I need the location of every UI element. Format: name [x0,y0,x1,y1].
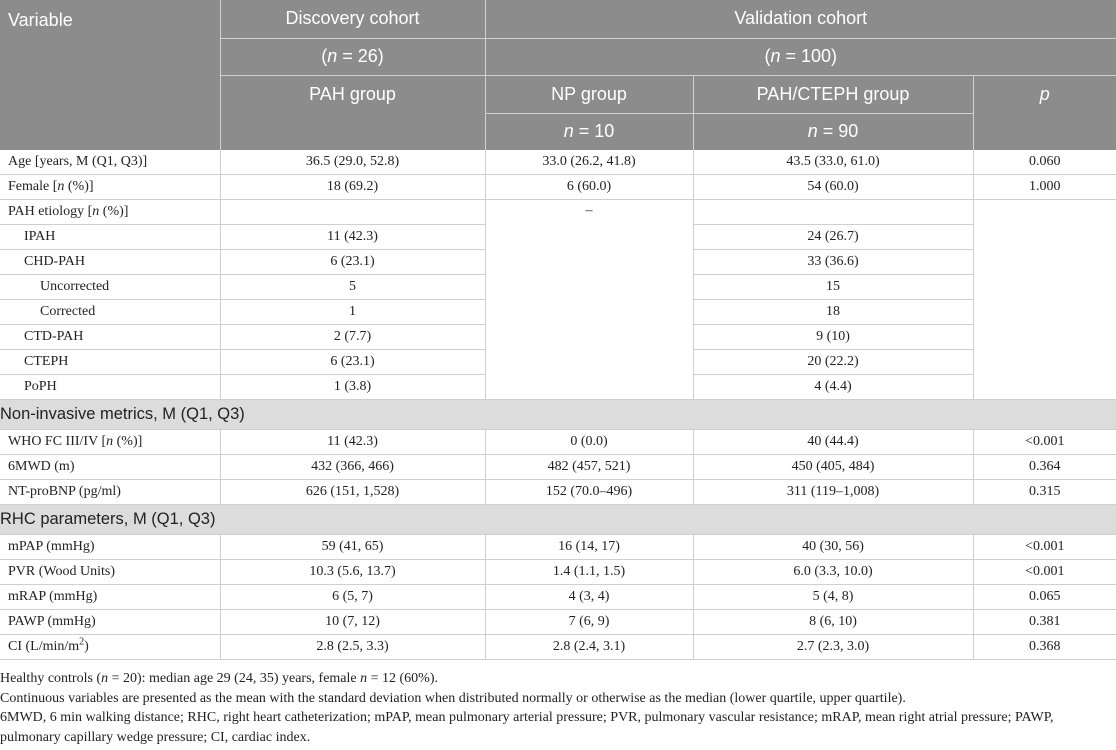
discovery-value: 11 (42.3) [220,430,485,455]
pah-cteph-value: 450 (405, 484) [693,455,973,480]
pah-cteph-value: 20 (22.2) [693,350,973,375]
pah-cteph-value: 43.5 (33.0, 61.0) [693,150,973,175]
np-value: 152 (70.0–496) [485,480,693,505]
row-label: 6MWD (m) [0,455,220,480]
n-symbol: n [563,121,574,142]
header-variable: Variable [0,0,220,113]
table-row [0,480,1116,505]
discovery-value: 5 [220,275,485,300]
pah-cteph-value: 4 (4.4) [693,375,973,400]
header-np-n [485,113,693,150]
discovery-value: 59 (41, 65) [220,535,485,560]
discovery-value: 36.5 (29.0, 52.8) [220,150,485,175]
p-value: 0.060 [973,150,1116,175]
p-value: 0.368 [973,635,1116,660]
p-value: <0.001 [973,430,1116,455]
header-validation-n: (n = 100) [485,38,1116,75]
np-value: 7 (6, 9) [485,610,693,635]
header-pah-cteph-group: PAH/CTEPH group [693,75,973,113]
row-label: CHD-PAH [0,250,220,275]
table-row [0,455,1116,480]
header-discovery-cohort: Discovery cohort [220,0,485,38]
p-value: 0.381 [973,610,1116,635]
pah-cteph-value: 311 (119–1,008) [693,480,973,505]
discovery-value: 6 (23.1) [220,350,485,375]
header-discovery-n: (n = 26) [220,38,485,75]
p-symbol: p [1039,83,1050,104]
header-pah-cteph-n [693,113,973,150]
np-value: 0 (0.0) [485,430,693,455]
p-value: <0.001 [973,535,1116,560]
row-label: Female [n (%)] [0,175,220,200]
pah-cteph-value: 8 (6, 10) [693,610,973,635]
pah-cteph-value: 40 (30, 56) [693,535,973,560]
table-row [0,430,1116,455]
row-label: IPAH [0,225,220,250]
footnote-healthy-controls: Healthy controls (n = 20): median age 29 (24, 35) years, female n = 12 (60%). [0,671,439,686]
discovery-value: 1 [220,300,485,325]
validation-n-value: = 100 [780,46,832,66]
row-label: PAWP (mmHg) [0,610,220,635]
row-label: mRAP (mmHg) [0,585,220,610]
discovery-n-value: = 26 [337,46,378,66]
pah-cteph-value: 15 [693,275,973,300]
discovery-value: 11 (42.3) [220,225,485,250]
footnote-continuous-variables: Continuous variables are presented as the mean with the standard deviation when distributed normally or otherwise as the median (lower quartile, upper quartile). [0,690,906,706]
n-symbol: n [807,121,818,142]
np-value: 4 (3, 4) [485,585,693,610]
section-header [0,400,1116,430]
row-label: Corrected [0,300,220,325]
table-row [0,535,1116,560]
np-value: 6 (60.0) [485,175,693,200]
pah-cteph-n-value: = 90 [817,121,859,142]
discovery-value: 6 (5, 7) [220,585,485,610]
footnote-abbreviations: 6MWD, 6 min walking distance; RHC, right heart catheterization; mPAP, mean pulmonary arterial pressure; PVR, pulmonary vascular resistance; mRAP, mean right atrial pressure; PAWP, pulmonary capillary wedge pressure; CI, cardiac index. [0,710,1054,745]
pah-cteph-value: 33 (36.6) [693,250,973,275]
row-label: CTEPH [0,350,220,375]
np-value: 16 (14, 17) [485,535,693,560]
discovery-value: 432 (366, 466) [220,455,485,480]
pah-cteph-value [693,200,973,225]
pah-cteph-value: 5 (4, 8) [693,585,973,610]
table-row [0,635,1116,660]
pah-cteph-value: 2.7 (2.3, 3.0) [693,635,973,660]
pah-cteph-value: 18 [693,300,973,325]
p-value [973,200,1116,400]
table-row [0,585,1116,610]
header-variable-fill [0,113,220,150]
np-value: 1.4 (1.1, 1.5) [485,560,693,585]
p-value: 0.315 [973,480,1116,505]
n-symbol: n [327,46,338,66]
row-label: PoPH [0,375,220,400]
row-label: Uncorrected [0,275,220,300]
np-value: 33.0 (26.2, 41.8) [485,150,693,175]
discovery-value: 6 (23.1) [220,250,485,275]
p-value: 0.065 [973,585,1116,610]
np-n-value: = 10 [573,121,615,142]
p-value: 1.000 [973,175,1116,200]
table-row [0,175,1116,200]
np-value: 482 (457, 521) [485,455,693,480]
row-label: Age [years, M (Q1, Q3)] [0,150,220,175]
section-title-noninvasive: Non-invasive metrics, M (Q1, Q3) [0,400,1116,430]
table-footnotes [0,669,1116,747]
row-label: NT-proBNP (pg/ml) [0,480,220,505]
row-label: WHO FC III/IV [n (%)] [0,430,220,455]
pah-cteph-value: 40 (44.4) [693,430,973,455]
discovery-value: 2 (7.7) [220,325,485,350]
row-label: mPAP (mmHg) [0,535,220,560]
pah-cteph-value: 6.0 (3.3, 10.0) [693,560,973,585]
discovery-value: 1 (3.8) [220,375,485,400]
row-label: PAH etiology [n (%)] [0,200,220,225]
header-np-group: NP group [485,75,693,113]
pah-cteph-value: 54 (60.0) [693,175,973,200]
np-etiology-dash: – [485,200,693,400]
discovery-value: 10 (7, 12) [220,610,485,635]
pah-cteph-value: 24 (26.7) [693,225,973,250]
discovery-value [220,200,485,225]
pah-cteph-value: 9 (10) [693,325,973,350]
p-value: <0.001 [973,560,1116,585]
table-row [0,150,1116,175]
discovery-value: 2.8 (2.5, 3.3) [220,635,485,660]
table-row [0,200,1116,225]
row-label: CI $(L/\min/m^2)$ [0,635,220,660]
row-label: PVR (Wood Units) [0,560,220,585]
p-value: 0.364 [973,455,1116,480]
np-value: 2.8 (2.4, 3.1) [485,635,693,660]
header-validation-cohort: Validation cohort [485,0,1116,38]
discovery-value: 626 (151, 1,528) [220,480,485,505]
header-pah-group: PAH group [220,75,485,150]
table-row [0,610,1116,635]
table-row [0,560,1116,585]
section-header [0,505,1116,535]
header-p-value [973,75,1116,150]
section-title-rhc: RHC parameters, M (Q1, Q3) [0,505,1116,535]
discovery-value: 10.3 (5.6, 13.7) [220,560,485,585]
discovery-value: 18 (69.2) [220,175,485,200]
row-label: CTD-PAH [0,325,220,350]
n-symbol: n [770,46,781,66]
